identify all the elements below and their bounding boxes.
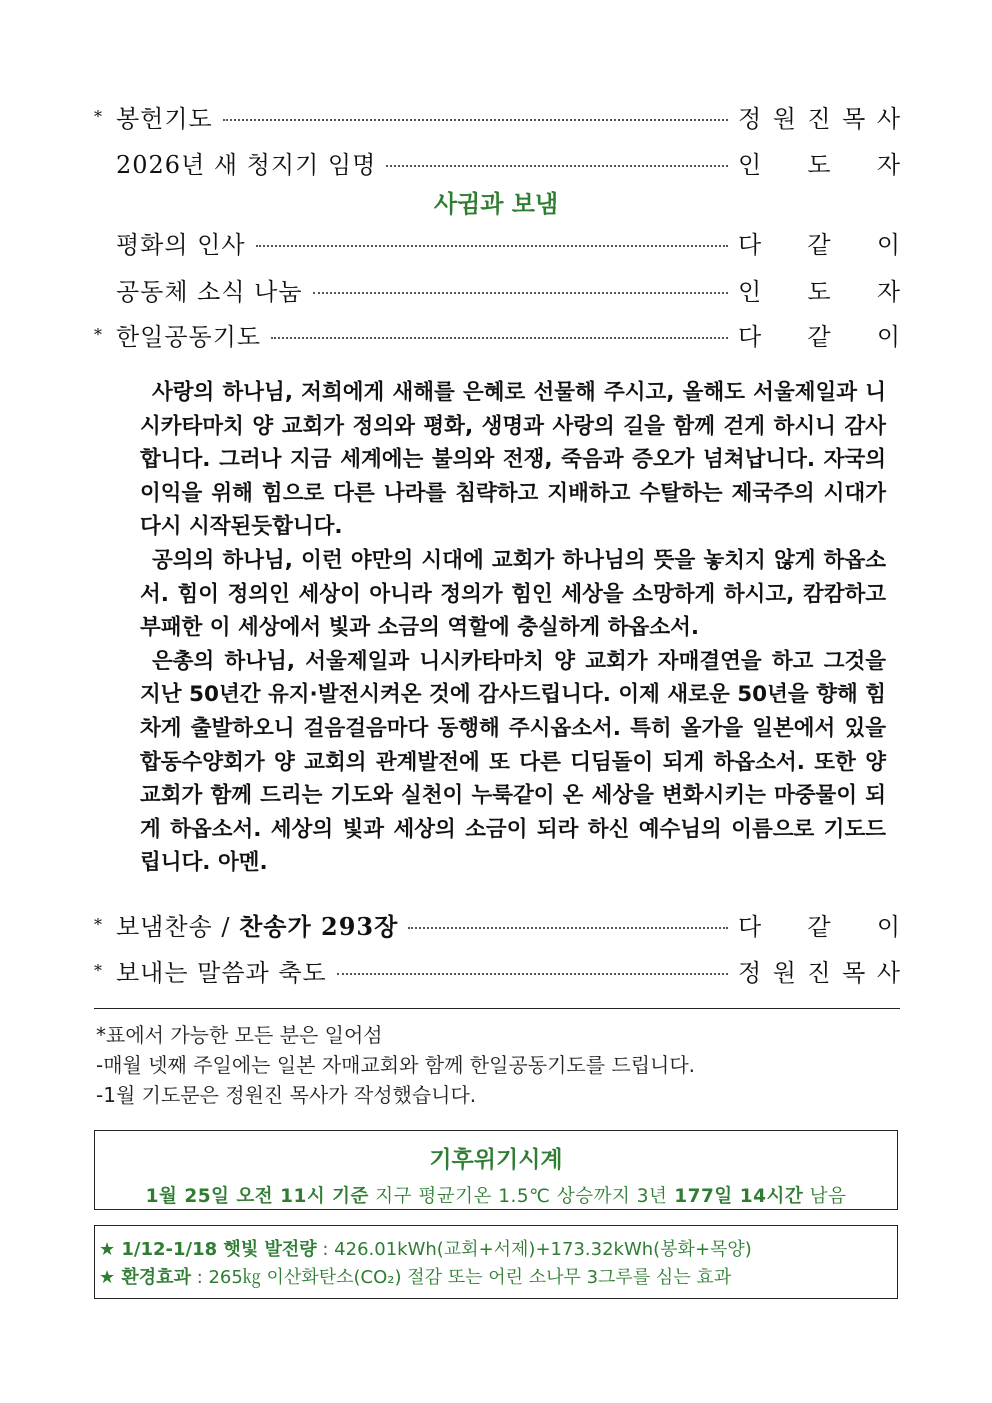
dot-leader (337, 973, 728, 975)
order-leader-name: 인 도 자 (738, 277, 900, 306)
prayer-paragraph: 은총의 하나님, 서울제일과 니시카타마치 양 교회가 자매결연을 하고 그것을 지난 50년간 유지·발전시켜온 것에 감사드립니다. 이제 새로운 50년을 향해 힘차게 출발하오니 걸음걸음마다 동행해 주시옵소서. 특히 올가을 일본에서 있을 합동수양회가 양 교회의 관계발전에 또 다른 디딤돌이 되게 하옵소서. 또한 양 교회가 함께 드리는 기도와 실천이 누룩같이 온 세상을 변화시키는 마중물이 되게 하옵소서. 세상의 빛과 세상의 소금이 되라 하신 예수님의 이름으로 기도드립니다. 아멘. (140, 648, 886, 876)
notes (96, 1020, 695, 1110)
climate-clock-line: 1월 25일 오전 11시 기준 지구 평균기온 1.5℃ 상승까지 3년 177일 14시간 남음 (145, 1186, 847, 1207)
note-line: -1월 기도문은 정원진 목사가 작성했습니다. (96, 1083, 477, 1107)
divider (94, 1008, 900, 1009)
stand-mark: * (94, 324, 102, 344)
order-leader-name: 정 원 진 목 사 (738, 104, 900, 133)
prayer-paragraph: 공의의 하나님, 이런 야만의 시대에 교회가 하나님의 뜻을 놓치지 않게 하옵소서. 힘이 정의인 세상이 아니라 정의가 힘인 세상을 소망하게 하시고, 캄캄하고 부패한 이 세상에서 빛과 소금의 역할에 충실하게 하옵소서. (140, 547, 886, 641)
order-row-peace-greeting (94, 222, 900, 262)
order-leader-name: 다 같 이 (738, 322, 900, 351)
order-item: 공동체 소식 나눔 (116, 277, 303, 306)
dot-leader (386, 165, 728, 167)
dot-leader (313, 292, 728, 294)
note-line: *표에서 가능한 모든 분은 일어섬 (96, 1023, 383, 1047)
order-row-community-news (94, 269, 900, 309)
prayer-paragraph: 사랑의 하나님, 저희에게 새해를 은혜로 선물해 주시고, 올해도 서울제일과 니시카타마치 양 교회가 정의와 평화, 생명과 사랑의 길을 함께 걷게 하시니 감사합니다. 그러나 지금 세계에는 불의와 전쟁, 죽음과 증오가 넘쳐납니다. 자국의 이익을 위해 힘으로 다른 나라를 침략하고 지배하고 수탈하는 제국주의 시대가 다시 시작된듯합니다. (140, 380, 886, 540)
order-leader-name: 다 같 이 (738, 230, 900, 259)
order-item: 보냄찬송 / 찬송가 293장 (116, 911, 399, 941)
climate-clock-box (94, 1130, 898, 1210)
order-row-benediction (94, 950, 900, 990)
order-row-steward-appointment (94, 142, 900, 182)
order-leader-name: 인 도 자 (738, 150, 900, 179)
order-item: 보내는 말씀과 축도 (116, 958, 327, 987)
dot-leader (256, 245, 728, 247)
solar-output-line: ★ 1/12-1/18 햇빛 발전량 : 426.01kWh(교회+서제)+173.32kWh(봉화+목양) (99, 1239, 752, 1260)
order-leader-name: 다 같 이 (738, 912, 900, 941)
hymn-number: 찬송가 293장 (239, 911, 399, 941)
dot-leader (223, 119, 728, 121)
section-title: 사귐과 보냄 (433, 190, 559, 218)
dot-leader (408, 927, 728, 929)
stand-mark: * (94, 914, 102, 934)
climate-clock-title: 기후위기시계 (429, 1147, 563, 1173)
order-row-sending-hymn (94, 904, 900, 944)
order-item: 한일공동기도 (116, 322, 262, 351)
dot-leader (271, 337, 728, 339)
prayer-text (140, 376, 886, 880)
environment-effect-line: ★ 환경효과 : 265㎏ 이산화탄소(CO₂) 절감 또는 어린 소나무 3그루를 심는 효과 (99, 1267, 732, 1288)
note-line: -매월 넷째 주일에는 일본 자매교회와 함께 한일공동기도를 드립니다. (96, 1053, 696, 1077)
stand-mark: * (94, 960, 102, 980)
stand-mark: * (94, 106, 102, 126)
order-item: 2026년 새 청지기 임명 (116, 150, 377, 179)
order-row-joint-prayer (94, 314, 900, 354)
order-item: 평화의 인사 (116, 230, 246, 259)
order-row-offering-prayer (94, 96, 900, 136)
order-leader-name: 정 원 진 목 사 (738, 958, 900, 987)
solar-power-box (94, 1225, 898, 1299)
order-item: 봉헌기도 (116, 104, 213, 133)
